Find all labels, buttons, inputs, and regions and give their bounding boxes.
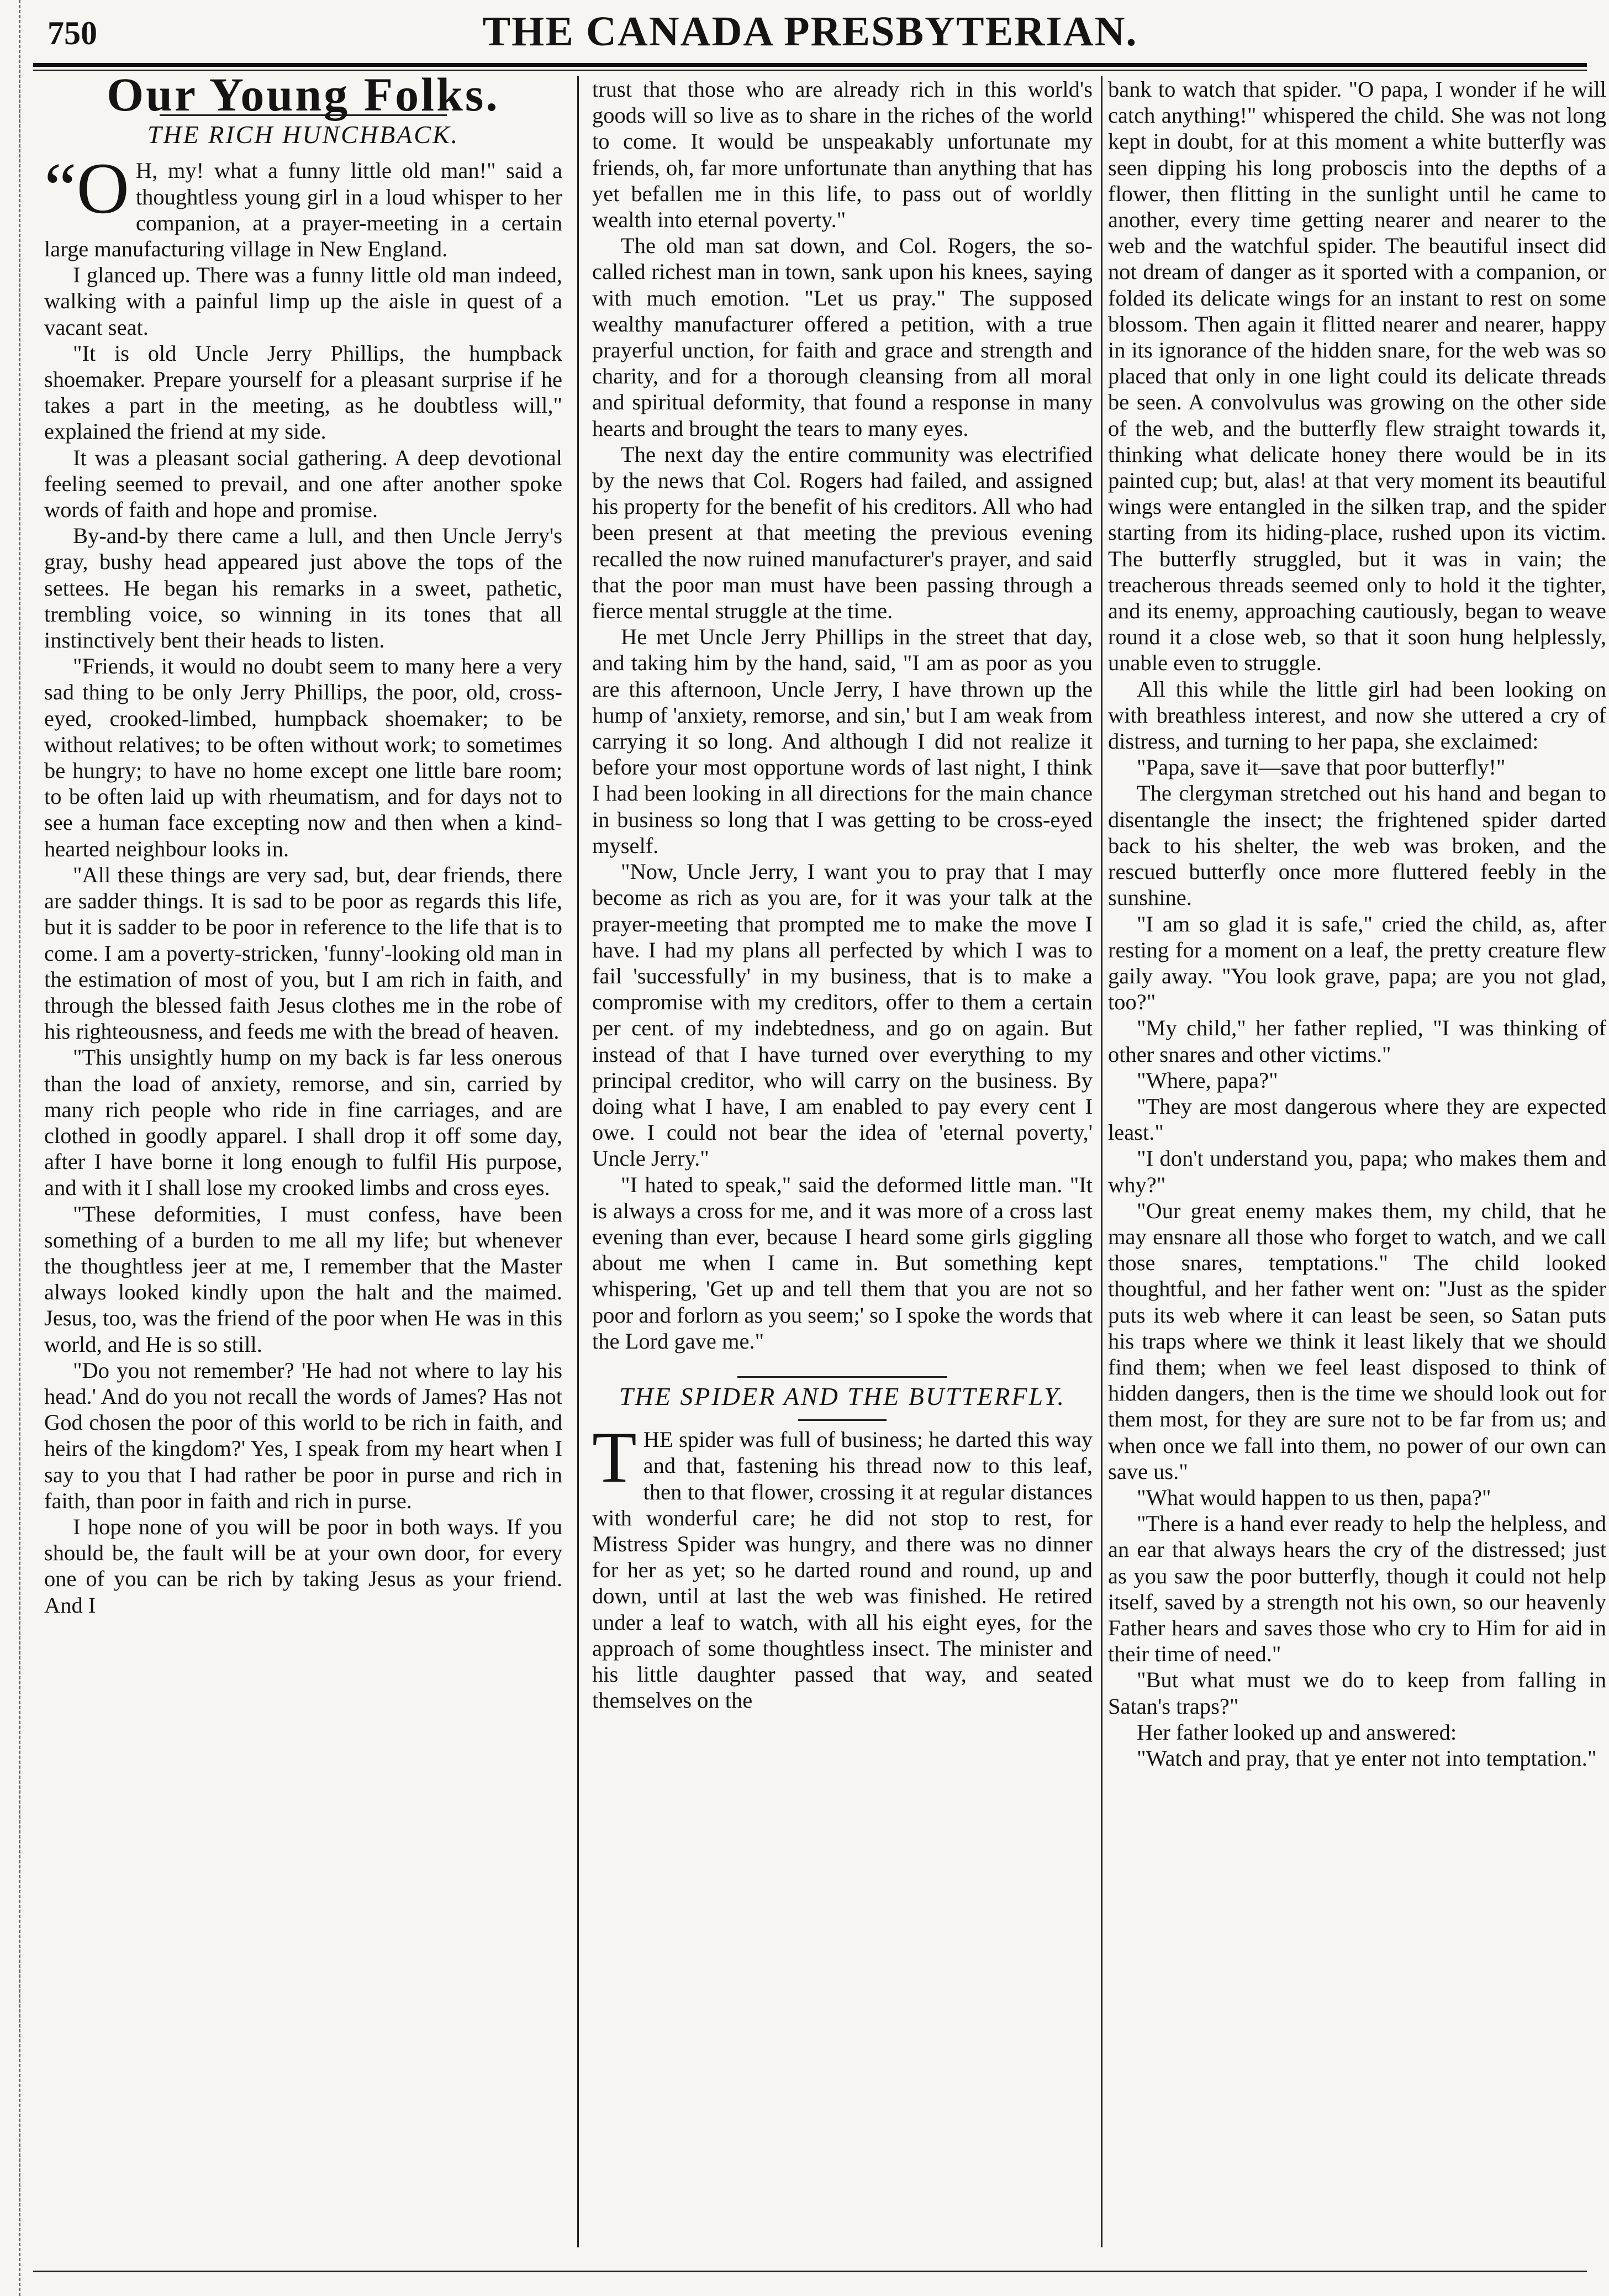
story-paragraph: "These deformities, I must confess, have been something of a burden to me all my life; but whenever the thoughtless jeer at me, I remember that the Master always looked kindly upon the halt and the maimed. Jesus, too, was the friend of the poor when He was in this world, and He is so still. [44,1201,562,1357]
story-paragraph: The old man sat down, and Col. Rogers, the so-called richest man in town, sank upon his knees, saying with much emotion. "Let us pray." The supposed wealthy manufacturer offered a petition, with a true prayerful unction, for faith and grace and strength and charity, and for a thorough cleansing from all moral and spiritual deformity, that found a response in many hearts and brought the tears to many eyes. [592,233,1093,441]
story-paragraph: THE spider was full of business; he darted this way and that, fastening his thread now to this leaf, then to that flower, crossing it at regular distances with wonderful care; he did not stop to rest, for Mistress Spider was hungry, and there was no dinner for her as yet; so he darted round and round, up and down, until at last the web was finished. He retired under a leaf to watch, with all his eight eyes, for the approach of some thoughtless insect. The minister and his little daughter passed that way, and seated themselves on the [592,1416,1093,1713]
story-paragraph: "I don't understand you, papa; who makes them and why?" [1108,1146,1606,1197]
column-3 [1108,76,1606,2253]
story-paragraph: "My child," her father replied, "I was thinking of other snares and other victims." [1108,1015,1606,1067]
story-paragraph: He met Uncle Jerry Phillips in the street that day, and taking him by the hand, said, "I am as poor as you are this afternoon, Uncle Jerry, I have thrown up the hump of 'anxiety, remorse, and sin,' but I am weak from carrying it so long. And although I did not realize it before your most opportune words of last night, I think I had been looking in all directions for the main chance in business so long that I was getting to be cross-eyed myself. [592,624,1093,858]
page-number: 750 [48,15,97,51]
story-paragraph: "Do you not remember? 'He had not where to lay his head.' And do you not recall the words of James? Has not God chosen the poor of this world to be rich in faith, and heirs of the kingdom?' Yes, I speak from my heart when I say to you that I had rather be poor in purse and rich in faith, than poor in faith and rich in purse. [44,1357,562,1513]
story-paragraph: "What would happen to us then, papa?" [1137,1484,1491,1510]
page-header [33,4,1587,64]
story-paragraph: “O H, my! what a funny little old man!" said a thoughtless young girl in a loud whisper to her companion, at a prayer-meeting in a certain large manufacturing village in New England. [44,148,562,262]
story-paragraph: By-and-by there came a lull, and then Uncle Jerry's gray, bushy head appeared just above the tops of the settees. He began his remarks in a sweet, pathetic, trembling voice, so winning in its tones that all instinctively bent their heads to listen. [44,523,562,653]
story-paragraph: "Friends, it would no doubt seem to many here a very sad thing to be only Jerry Phillips, the poor, old, cross-eyed, crooked-limbed, humpback shoemaker; to be without relatives; to be often without work; to sometimes be hungry; to have no home except one little bare room; to be often laid up with rheumatism, and for days not to see a human face excepting now and then when a kind-hearted neighbour looks in. [44,654,562,861]
column-divider [577,76,579,2247]
story-paragraph: The clergyman stretched out his hand and began to disentangle the insect; the frightened spider darted back to his shelter, the web was broken, and the rescued butterfly once more fluttered feebly in the sunshine. [1108,781,1606,910]
story-paragraph: I hope none of you will be poor in both ways. If you should be, the fault will be at your own door, for every one of you can be rich by taking Jesus as your friend. And I [44,1514,562,1618]
story-paragraph: "Now, Uncle Jerry, I want you to pray that I may become as rich as you are, for it was your talk at the prayer-meeting that prompted me to make the move I have. I had my plans all perfected by which I was to fail 'successfully' in my business, that is to make a compromise with my creditors, offer to them a certain per cent. of my indebtedness, and go on again. But instead of that I have turned over everything to my principal creditor, who will carry on the business. By doing what I have, I am enabled to pay every cent I owe. I could not bear the idea of 'eternal poverty,' Uncle Jerry." [592,859,1093,1171]
title-rule [798,1419,887,1421]
story-title: THE SPIDER AND THE BUTTERFLY. [619,1382,1066,1410]
drop-cap: T [592,1416,637,1498]
story-paragraph: "I hated to speak," said the deformed little man. "It is always a cross for me, and it was more of a cross last evening than ever, because I heard some girls giggling about me when I came in. But something kept whispering, 'Get up and tell them that you are not so poor and forlorn as you seem;' so I spoke the words that the Lord gave me." [592,1172,1093,1354]
story-paragraph: "All these things are very sad, but, dear friends, there are sadder things. It is sad to be poor as regards this life, but it is sadder to be poor in reference to the life that is to come. I am a poverty-stricken, 'funny'-looking old man in the estimation of most of you, but I am rich in faith, and through the blessed faith Jesus clothes me in the robe of his righteousness, and feeds me with the bread of heaven. [44,862,562,1044]
story-paragraph: "I am so glad it is safe," cried the child, as, after resting for a moment on a leaf, the pretty creature flew gaily away. "You look grave, papa; are you not glad, too?" [1108,911,1606,1015]
story-title: THE RICH HUNCHBACK. [147,120,460,149]
story-paragraph: Her father looked up and answered: [1137,1719,1457,1745]
story-paragraph: It was a pleasant social gathering. A deep devotional feeling seemed to prevail, and one after another spoke words of faith and hope and promise. [44,445,562,523]
story-paragraph: "This unsightly hump on my back is far less onerous than the load of anxiety, remorse, and sin, carried by many rich people who ride in fine carriages, and are clothed in goodly apparel. I shall drop it off some day, after I have borne it long enough to fulfil His purpose, and with it I shall lose my crooked limbs and cross eyes. [44,1045,562,1200]
story-paragraph: "Papa, save it—save that poor butterfly!" [1137,755,1506,780]
story-paragraph: "Watch and pray, that ye enter not into temptation." [1137,1746,1597,1771]
story-paragraph: trust that those who are already rich in this world's goods will so live as to share in the riches of the world to come. It would be unspeakably unfortunate my friends, oh, far more unfortunate than anything that has yet befallen me in this life, to pass out of worldly wealth into eternal poverty." [592,77,1093,233]
story-paragraph: "Where, papa?" [1137,1067,1278,1093]
column-2 [592,76,1093,2253]
header-rule [33,63,1587,67]
story-paragraph: "Our great enemy makes them, my child, that he may ensnare all those who forget to watch, and we call those snares, temptations." The child looked thoughtful, and her father went on: "Just as the spider puts its web where it can least be seen, so Satan puts his traps where we think it least likely that we should find them; when we feel least disposed to think of hidden dangers, then is the time we should look out for them most, for they are sure not to be far from us; and when once we fall into them, no power of our own can save us." [1108,1198,1606,1484]
story-separator-rule [737,1376,947,1378]
section-heading: Our Young Folks. [107,76,500,121]
story-paragraph: "They are most dangerous where they are expected least." [1108,1093,1606,1145]
footer-rule [33,2271,1587,2272]
story-paragraph: I glanced up. There was a funny little old man indeed, walking with a painful limp up the aisle in quest of a vacant seat. [44,262,562,340]
page-binding-edge [0,0,20,2296]
story-paragraph: bank to watch that spider. "O papa, I wonder if he will catch anything!" whispered the child. She was not long kept in doubt, for at this moment a white butterfly was seen dipping his long proboscis into the depths of a flower, then flitting in the sunlight until he came to another, every time getting nearer and nearer to the web and the watchful spider. The beautiful insect did not dream of danger as it sported with a companion, or folded its delicate wings for an instant to rest on some blossom. Then again it flitted nearer and nearer, happy in its ignorance of the hidden snare, for the web was so placed that only in one light could its delicate threads be seen. A convolvulus was growing on the other side of the web, and the butterfly flew straight towards it, thinking what delicate honey there would be in its painted cup; but, alas! at that very moment its beautiful wings were entangled in the silken trap, and the spider starting from its hiding-place, rushed upon its victim. The butterfly struggled, but it was in vain; the treacherous threads seemed only to hold it the tighter, and its enemy, approaching cautiously, began to weave round it a close web, so that it soon hung helplessly, unable even to struggle. [1108,77,1606,676]
story-paragraph: All this while the little girl had been looking on with breathless interest, and now she uttered a cry of distress, and turning to her papa, she exclaimed: [1108,676,1606,754]
story-paragraph: The next day the entire community was electrified by the news that Col. Rogers had failed, and assigned his property for the benefit of his creditors. All who had been present at that meeting the previous evening recalled the now ruined manufacturer's prayer, and said that the poor man must have been passing through a fierce mental struggle at the time. [592,441,1093,624]
story-paragraph: "It is old Uncle Jerry Phillips, the humpback shoemaker. Prepare yourself for a pleasant surprise if he takes a part in the meeting, as he doubtless will," explained the friend at my side. [44,340,562,444]
story-paragraph: "There is a hand ever ready to help the helpless, and an ear that always hears the cry of the distressed; just as you saw the poor butterfly, though it could not help itself, saved by a strength not his own, so our heavenly Father hears and saves those who cry to Him for aid in their time of need." [1108,1511,1606,1667]
story-paragraph: "But what must we do to keep from falling in Satan's traps?" [1108,1667,1606,1719]
header-rule-thin [33,70,1587,71]
drop-cap: “O [44,148,129,229]
masthead-title: THE CANADA PRESBYTERIAN. [482,8,1138,55]
column-divider [1101,76,1102,2247]
column-1 [44,76,562,2253]
